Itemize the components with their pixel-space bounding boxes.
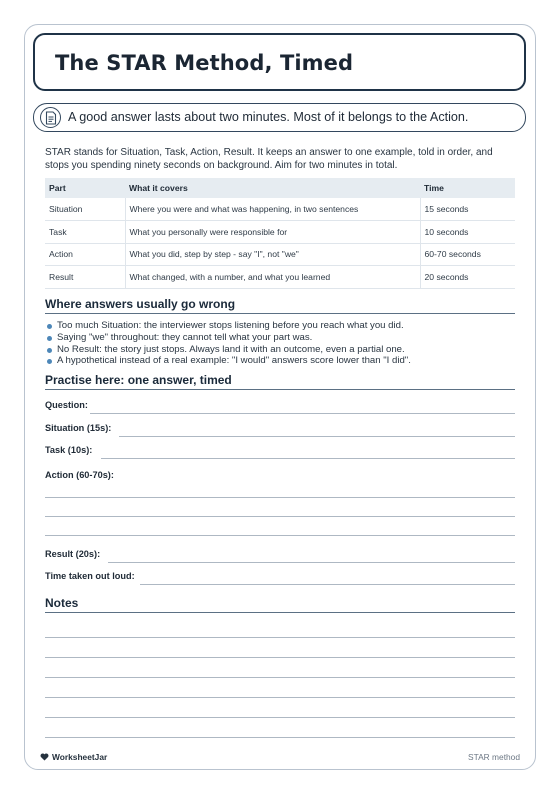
task-label: Task (10s): (45, 445, 93, 455)
title-box (33, 33, 526, 91)
footer-brand (40, 752, 107, 762)
action-line[interactable] (45, 516, 515, 517)
col-header-part: Part (45, 178, 125, 198)
answer-line[interactable] (108, 562, 515, 563)
table-row (45, 198, 515, 221)
notes-line[interactable] (45, 717, 515, 718)
worksheet-frame (24, 24, 536, 770)
notes-line[interactable] (45, 697, 515, 698)
notes-line[interactable] (45, 677, 515, 678)
question-field[interactable] (45, 400, 515, 414)
bullet-icon (47, 336, 52, 341)
situation-label: Situation (15s): (45, 423, 112, 433)
action-line[interactable] (45, 497, 515, 498)
table-cell: What you personally were responsible for (125, 221, 420, 244)
action-line[interactable] (45, 535, 515, 536)
table-row (45, 221, 515, 244)
time-label: Time taken out loud: (45, 571, 135, 581)
answer-line[interactable] (90, 413, 515, 414)
intro-text: A good answer lasts about two minutes. Most of it belongs to the Action. (68, 110, 469, 124)
col-header-covers: What it covers (125, 178, 420, 198)
result-label: Result (20s): (45, 549, 101, 559)
table-row (45, 266, 515, 289)
answer-line[interactable] (119, 436, 515, 437)
list-item: No Result: the story just stops. Always land it with an outcome, even a partial one. (45, 344, 515, 356)
time-field[interactable] (45, 571, 515, 585)
result-field[interactable] (45, 549, 515, 563)
answer-line[interactable] (101, 458, 515, 459)
table-header-row (45, 178, 515, 198)
col-header-time: Time (420, 178, 515, 198)
notes-line[interactable] (45, 737, 515, 738)
question-label: Question: (45, 400, 88, 410)
bullet-icon (47, 324, 52, 329)
table-cell: 60-70 seconds (420, 243, 515, 266)
situation-field[interactable] (45, 423, 515, 437)
table-row (45, 243, 515, 266)
table-cell: 10 seconds (420, 221, 515, 244)
bullet-icon (47, 359, 52, 364)
table-cell: Result (45, 266, 125, 289)
table-cell: Where you were and what was happening, in two sentences (125, 198, 420, 221)
wrong-list (45, 320, 515, 367)
document-icon (40, 107, 61, 128)
heart-icon (40, 753, 49, 761)
table-cell: Situation (45, 198, 125, 221)
table-cell: What changed, with a number, and what you learned (125, 266, 420, 289)
action-label: Action (60-70s): (45, 470, 114, 480)
lead-paragraph: STAR stands for Situation, Task, Action, Result. It keeps an answer to one example, told in order, and stops you spending ninety seconds on background. Aim for two minutes in total. (45, 147, 493, 171)
notes-heading: Notes (45, 596, 515, 613)
list-item: Saying "we" throughout: they cannot tell what your part was. (45, 332, 515, 344)
brand-name: WorksheetJar (52, 752, 108, 762)
list-item: A hypothetical instead of a real example: "I would" answers score lower than "I did". (45, 355, 515, 367)
list-item: Too much Situation: the interviewer stops listening before you reach what you did. (45, 320, 515, 332)
task-field[interactable] (45, 445, 515, 459)
wrong-heading: Where answers usually go wrong (45, 297, 515, 314)
page-title: The STAR Method, Timed (55, 51, 354, 75)
bullet-icon (47, 348, 52, 353)
intro-callout (33, 103, 526, 132)
table-cell: What you did, step by step - say "I", not "we" (125, 243, 420, 266)
footer-label: STAR method (468, 752, 520, 762)
table-cell: 20 seconds (420, 266, 515, 289)
table-cell: 15 seconds (420, 198, 515, 221)
answer-line[interactable] (140, 584, 515, 585)
table-cell: Task (45, 221, 125, 244)
practise-heading: Practise here: one answer, timed (45, 373, 515, 390)
notes-line[interactable] (45, 657, 515, 658)
table-cell: Action (45, 243, 125, 266)
star-table (45, 178, 515, 289)
notes-line[interactable] (45, 637, 515, 638)
